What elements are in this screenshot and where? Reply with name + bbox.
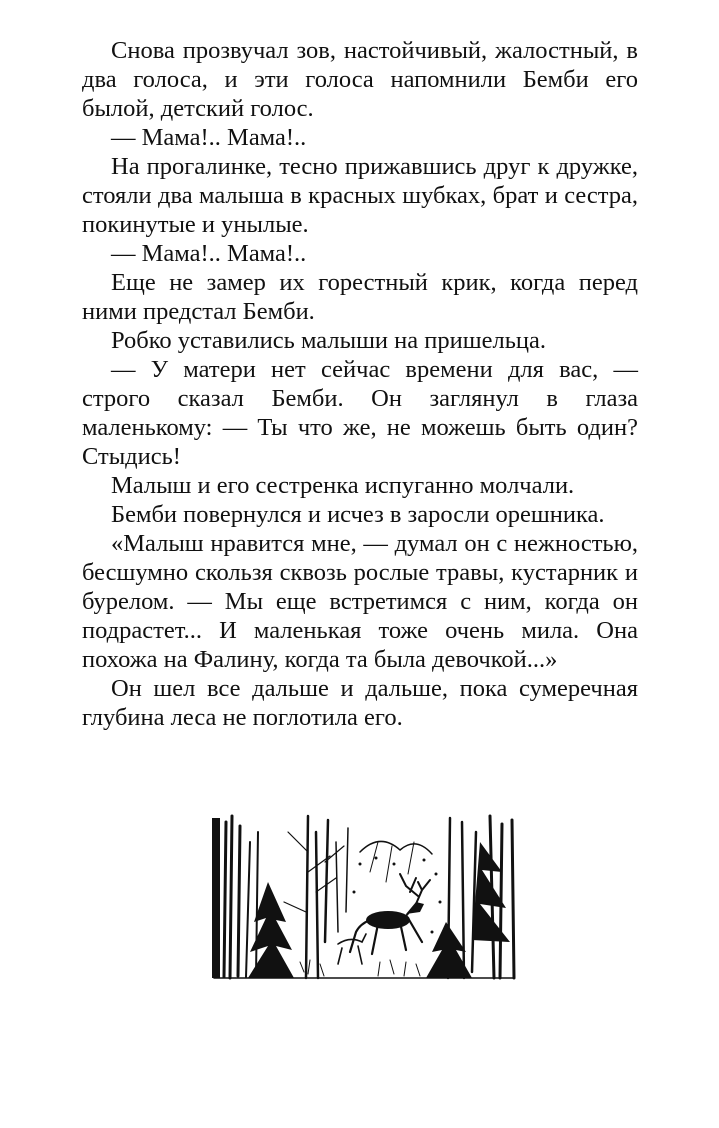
paragraph: Бемби повернулся и исчез в заросли орешника.: [111, 501, 605, 528]
paragraph: На прогалинке, тесно прижавшись друг к дружке, стояли два малыша в красных шубках, брат и сестра, покинутые и унылые.: [82, 153, 638, 238]
paragraph: Малыш и его сестренка испуганно молчали.: [111, 472, 575, 499]
paragraph: «Малыш нравится мне, — думал он с нежностью, бесшумно скользя сквозь рослые травы, кустарник и бурелом. — Мы еще встретимся с ним, когда он подрастет... И маленькая тоже очень мила. Она похожа на Фалину, когда та была девочкой...»: [82, 530, 638, 673]
forest-deer-illustration: [210, 812, 518, 984]
paragraph: Он шел все дальше и дальше, пока сумеречная глубина леса не поглотила его.: [82, 675, 638, 731]
body-text: [82, 36, 638, 732]
paragraph: — Мама!.. Мама!..: [111, 124, 307, 151]
paragraph: — У матери нет сейчас времени для вас, — строго сказал Бемби. Он заглянул в глаза маленькому: — Ты что же, не можешь быть один? Стыдись!: [82, 356, 638, 470]
paragraph: Робко уставились малыши на пришельца.: [111, 327, 547, 354]
paragraph: Еще не замер их горестный крик, когда перед ними предстал Бемби.: [82, 269, 638, 325]
paragraph: — Мама!.. Мама!..: [111, 240, 307, 267]
paragraph: Снова прозвучал зов, настойчивый, жалостный, в два голоса, и эти голоса напомнили Бемби его былой, детский голос.: [82, 37, 638, 122]
